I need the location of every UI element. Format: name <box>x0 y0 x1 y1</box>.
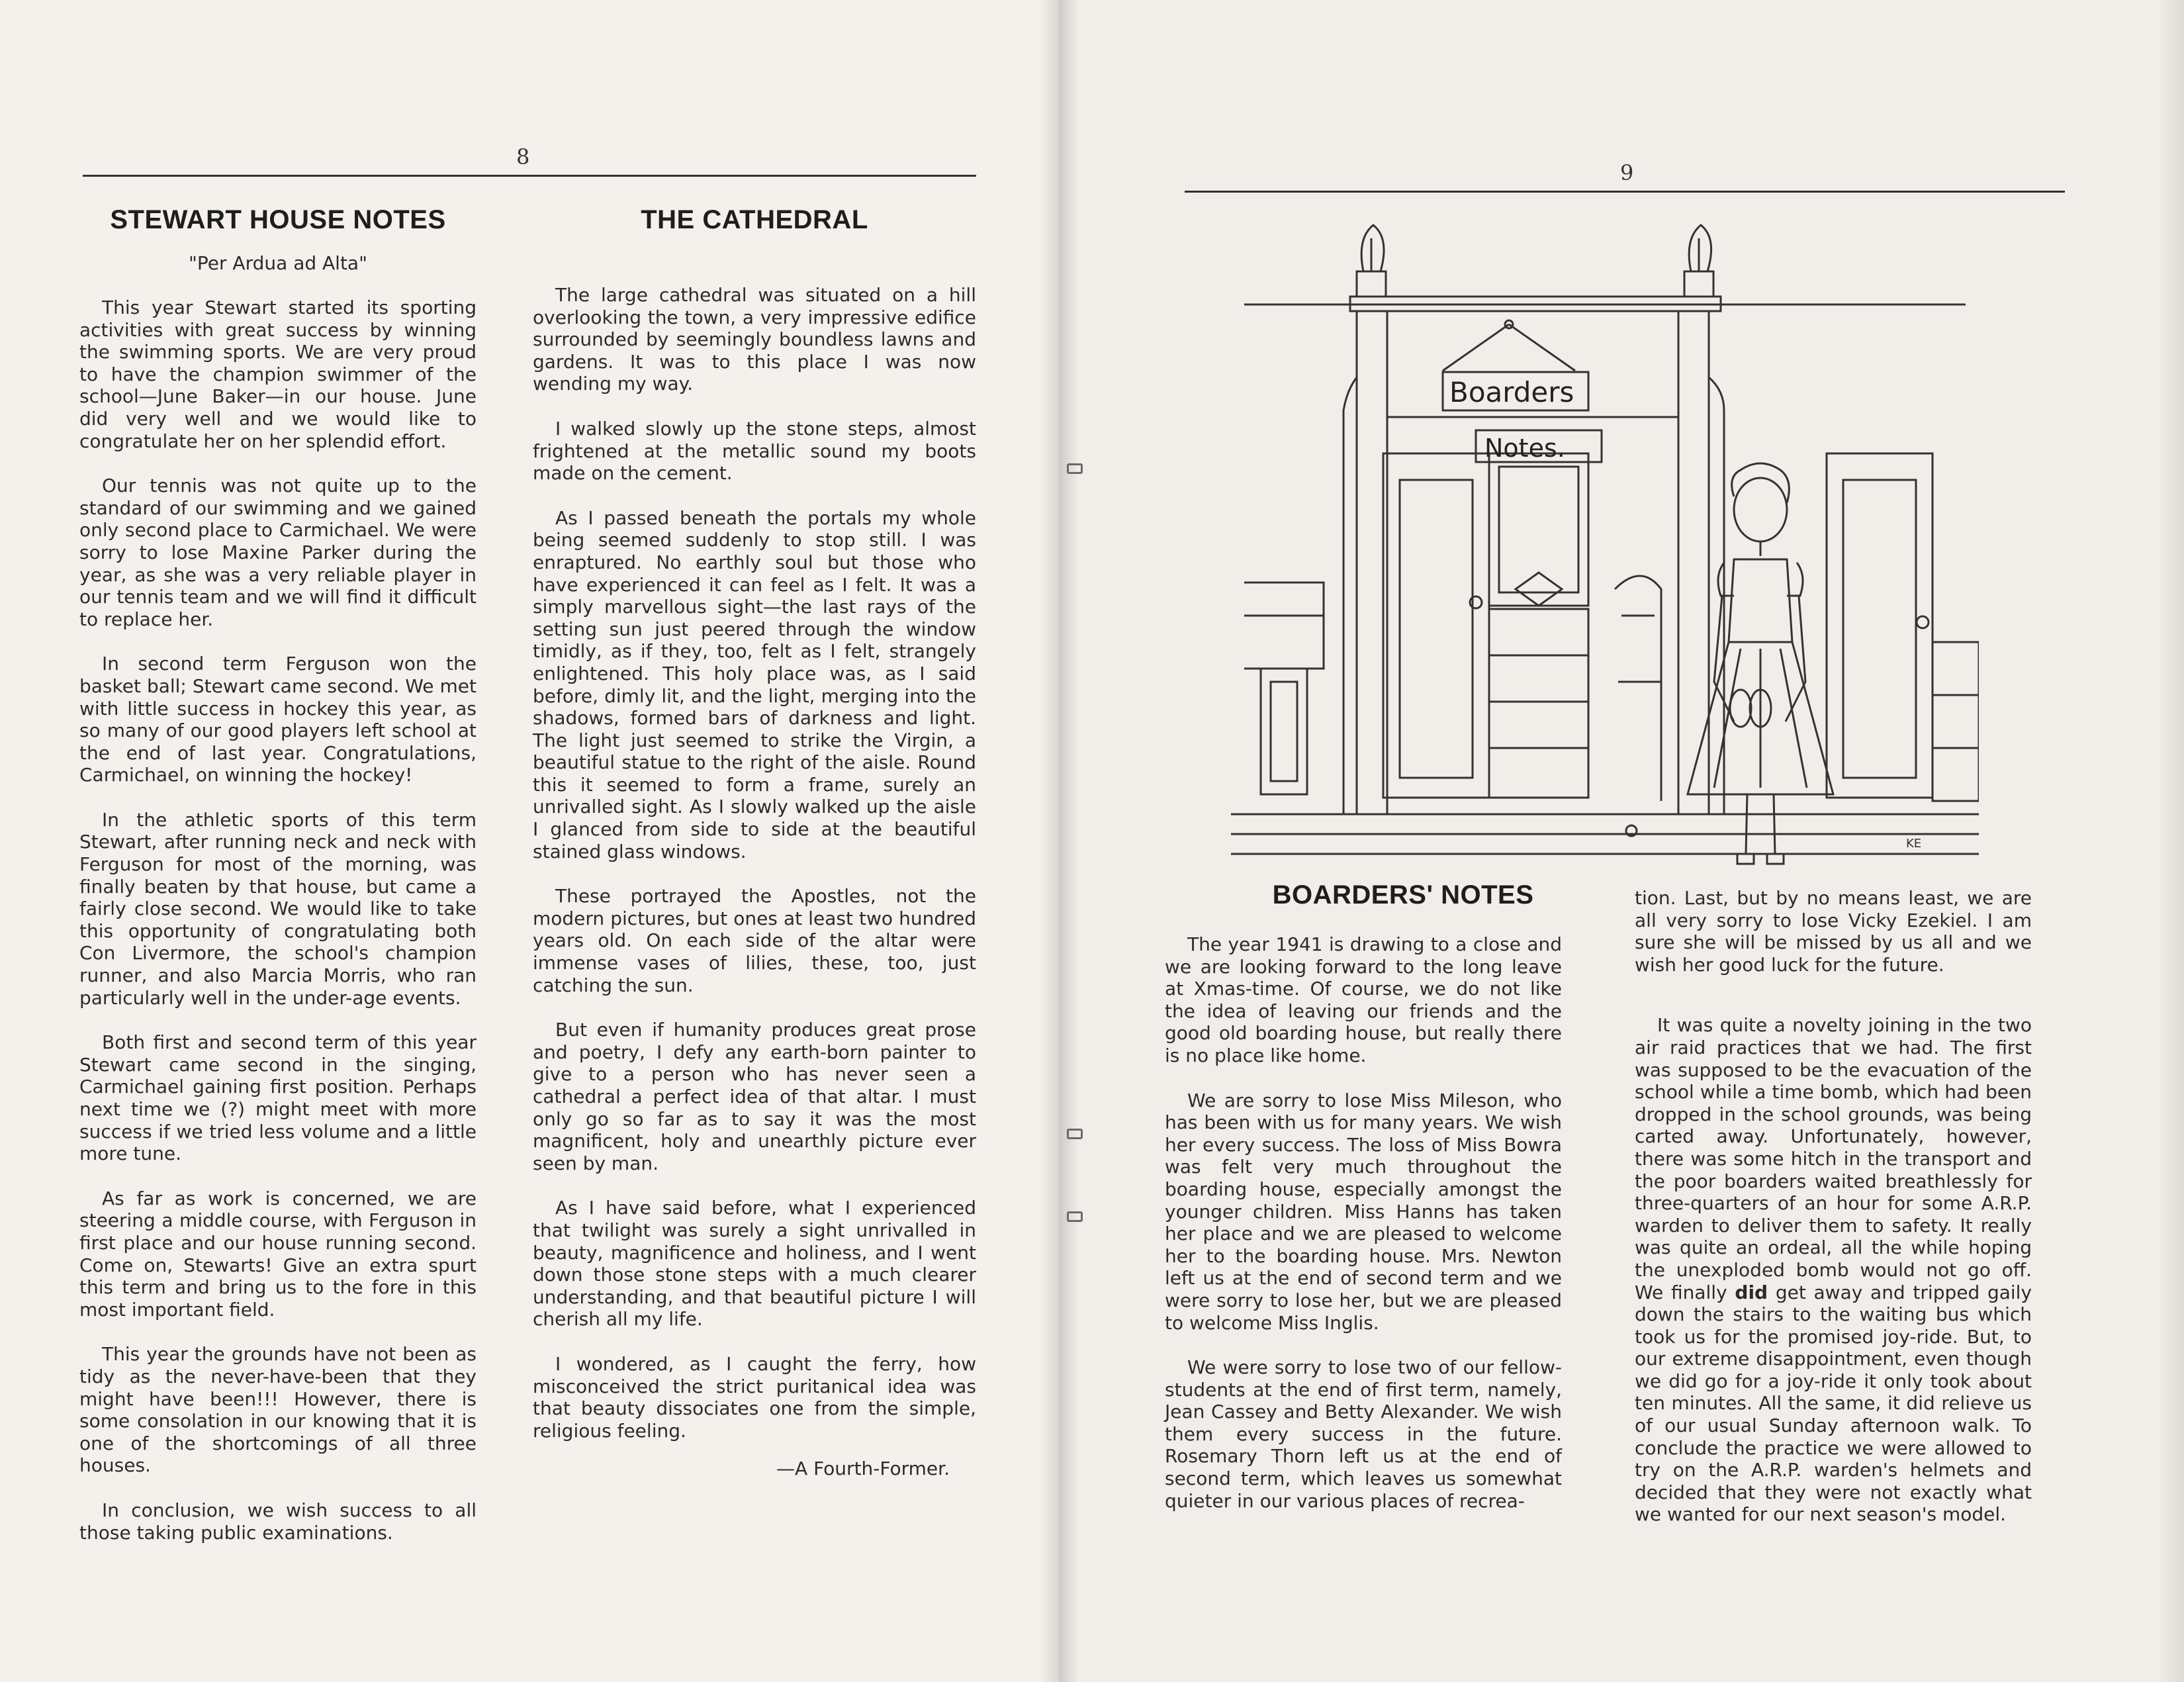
cathedral-article <box>533 205 976 1479</box>
staple-bottom <box>1067 1211 1083 1222</box>
cathedral-paragraph: As I passed beneath the portals my whole being seemed suddenly to stop still. I was enraptured. No earthly soul but those who have experienced it can feel as I felt. It was a simply marvellous sight—the last rays of the setting sun just peered through the window timidly, as if they, too, felt as I felt, strangely enlightened. This holy place was, as I said before, dimly lit, and the light, merging into the shadows, formed bars of darkness and light. The light just seemed to strike the Virgin, a beautiful statue to the right of the aisle. Round this it seemed to form a frame, surely an unrivalled sight. As I slowly walked up the aisle I glanced from side to side at the beautiful stained glass windows. <box>533 506 976 863</box>
boarders-paragraph-continued: tion. Last, but by no means least, we are all very sorry to lose Vicky Ezekiel. I am sure she will be missed by us all and we wish her good luck for the future. <box>1635 887 2032 976</box>
stewart-paragraph: In conclusion, we wish success to all those taking public examinations. <box>79 1499 477 1544</box>
boarders-notes-column-2 <box>1635 887 2032 1548</box>
boarders-paragraph: We are sorry to lose Miss Mileson, who has been with us for many years. We wish her every success. The loss of Miss Bowra was felt very much throughout the boarding house, especially amongst the younger children. Miss Hanns has taken her place and we are pleased to welcome her to the boarding house. Mrs. Newton left us at the end of second term and we were sorry to lose her, but we are pleased to welcome Miss Inglis. <box>1165 1089 1562 1334</box>
air-raid-bold-word: did <box>1735 1281 1768 1303</box>
stewart-house-notes-article <box>79 205 477 1566</box>
right-header-rule <box>1185 191 2065 193</box>
stewart-paragraph: Both first and second term of this year Stewart came second in the singing, Carmichael gaining first position. Perhaps next time we (?) might meet with more success if we tried less volume and a little more tune. <box>79 1031 477 1165</box>
cathedral-paragraph: I walked slowly up the stone steps, almost frightened at the metallic sound my boots made on the cement. <box>533 417 976 485</box>
stewart-house-notes-title: STEWART HOUSE NOTES <box>110 205 446 234</box>
cathedral-title: THE CATHEDRAL <box>641 205 868 234</box>
boarders-paragraph: We were sorry to lose two of our fellow-students at the end of first term, namely, Jean Cassey and Betty Alexander. We wish them every success in the future. Rosemary Thorn left us at the end of second term, which leaves us somewhat quieter in our various places of recrea- <box>1165 1356 1562 1512</box>
boarders-notes-column-1 <box>1165 933 1562 1534</box>
stewart-paragraph: In second term Ferguson won the basket ball; Stewart came second. We met with little success in hockey this year, as so many of our good players left school at the end of last year. Congratulations, Carmichael, on winning the hockey! <box>79 653 477 786</box>
stewart-motto: "Per Ardua ad Alta" <box>189 252 367 274</box>
left-page-number: 8 <box>516 144 530 169</box>
cathedral-paragraph: The large cathedral was situated on a hill overlooking the town, a very impressive edifice surrounded by seemingly boundless lawns and gardens. It was to this place I was now wending my way. <box>533 284 976 395</box>
illustration-sign-bottom: Notes. <box>1484 434 1565 463</box>
cathedral-paragraph: These portrayed the Apostles, not the modern pictures, but ones at least two hundred years old. On each side of the altar were immense vases of lilies, these, too, just catching the sun. <box>533 885 976 996</box>
cathedral-paragraph: I wondered, as I caught the ferry, how misconceived the strict puritanical idea was that beauty dissociates one from the simple, religious feeling. <box>533 1352 976 1442</box>
cathedral-paragraph: As I have said before, what I experienced that twilight was surely a sight unrivalled in beauty, magnificence and holiness, and I went down those stone steps with a much clearer understanding, and that beautiful picture I will cherish all my life. <box>533 1197 976 1331</box>
page-edge-shadow <box>2158 0 2184 1682</box>
stewart-paragraph: This year the grounds have not been as tidy as the never-have-been that they might have been!!! However, there is some consolation in our knowing that it is one of the shortcomings of all three houses. <box>79 1343 477 1477</box>
stewart-paragraph: As far as work is concerned, we are steering a middle course, with Ferguson in first place and our house running second. Come on, Stewarts! Give an extra spurt this term and bring us to the fore in this most important field. <box>79 1187 477 1321</box>
boarders-paragraph: The year 1941 is drawing to a close and we are looking forward to the long leave at Xmas-time. Of course, we do not like the idea of leaving our friends and the good old boarding house, but really there is no place like home. <box>1165 933 1562 1066</box>
cathedral-author-signature: —A Fourth-Former. <box>776 1458 950 1480</box>
stewart-paragraph: In the athletic sports of this term Stewart, after running neck and neck with Ferguson for most of the morning, was finally beaten by that house, but came a fairly close second. We would like to take this opportunity of congratulating both Con Livermore, the school's champion runner, and also Marcia Morris, who ran particularly well in the under-age events. <box>79 808 477 1009</box>
staple-middle <box>1067 1129 1083 1139</box>
book-gutter <box>1039 0 1079 1682</box>
air-raid-text-part-2: get away and tripped gaily down the stairs to the waiting bus which took us for the promised joy-ride. But, to our extreme disappointment, even though we did go for a joy-ride it only took about ten minutes. All the same, it did relieve us of our usual Sunday afternoon walk. To conclude the practice we were allowed to try on the A.R.P. warden's helmets and decided that they were not exactly what we wanted for our next season's model. <box>1635 1281 2032 1526</box>
boarders-notes-illustration <box>1231 218 1979 880</box>
stewart-paragraph: Our tennis was not quite up to the standard of our swimming and we gained only second place to Carmichael. We were sorry to lose Maxine Parker during the year, as she was a very reliable player in our tennis team and we will find it difficult to replace her. <box>79 475 477 630</box>
stewart-paragraph: This year Stewart started its sporting activities with great success by winning the swimming sports. We are very proud to have the champion swimmer of the school—June Baker—in our house. June did very well and we would like to congratulate her on her splendid effort. <box>79 297 477 452</box>
staple-top <box>1067 463 1083 474</box>
illustration-sign-top: Boarders <box>1449 376 1574 408</box>
right-page-number: 9 <box>1620 160 1634 185</box>
left-header-rule <box>83 175 976 177</box>
boarders-air-raid-paragraph <box>1635 1014 2032 1526</box>
cathedral-paragraph: But even if humanity produces great prose and poetry, I defy any earth-born painter to give to a person who has never seen a cathedral a perfect idea of that altar. I must only go so far as to say it was the most magnificent, holy and unearthly picture ever seen by man. <box>533 1019 976 1174</box>
illustration-artist-initials: KE <box>1906 837 1922 851</box>
air-raid-text-part-1: It was quite a novelty joining in the two air raid practices that we had. The first was supposed to be the evacuation of the school while a time bomb, which had been dropped in the school grounds, was being carted away. Unfortunately, however, there was some hitch in the transport and the poor boarders waited breathlessly for three-quarters of an hour for some A.R.P. warden to deliver them to safety. It really was quite an ordeal, all the while hoping the unexploded bomb would not go off. We finally <box>1635 1014 2032 1303</box>
boarders-notes-title: BOARDERS' NOTES <box>1272 880 1534 910</box>
